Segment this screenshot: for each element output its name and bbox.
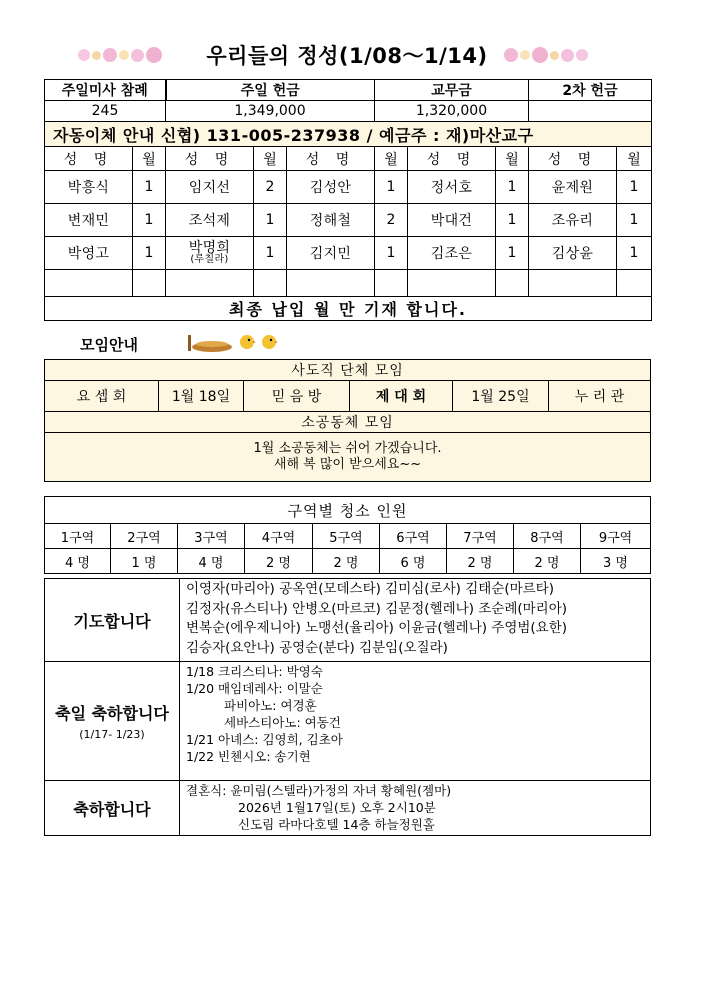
col-name: 성 명 [408,147,496,171]
empty-cell [617,270,652,297]
district-count: 2 명 [514,549,581,574]
district-count: 4 명 [45,549,111,574]
donor-month: 1 [375,237,408,270]
donor-month: 1 [496,171,529,204]
congrats-list [180,781,651,836]
district-count: 4 명 [178,549,245,574]
donor-month: 1 [496,204,529,237]
prayer-list [180,579,651,662]
prayer-line: 김정자(유스티나) 안병오(마르코) 김문정(헬레나) 조순례(마리아) [186,600,568,617]
donor-name: 박흥식 [45,171,133,204]
group-meeting-title: 사도직 단체 모임 [45,360,651,381]
feast-line: 1/20 매임데레사: 이말순 [186,681,323,696]
congrats-line: 2026년 1월17일(토) 오후 2시10분 [238,800,436,815]
flower-icon [532,47,548,63]
donor-name: 정서호 [408,171,496,204]
donor-month: 1 [254,204,287,237]
empty-cell [133,270,166,297]
empty-cell [45,270,133,297]
flower-icon [131,49,144,62]
donor-name: 조석제 [166,204,254,237]
header-mass-attendance: 주일미사 참례 [45,80,166,101]
flower-icon [561,49,574,62]
district-label: 9구역 [581,524,651,549]
col-month: 월 [133,147,166,171]
cleaning-table [44,496,651,574]
empty-cell [408,270,496,297]
value-sunday-offering: 1,349,000 [166,101,375,122]
small-community-line: 1월 소공동체는 쉬어 가겠습니다. [253,441,442,456]
notices-table [44,578,651,836]
congrats-label: 축하합니다 [45,781,180,836]
col-month: 월 [496,147,529,171]
donor-name: 김지민 [287,237,375,270]
district-label: 7구역 [447,524,514,549]
donor-name: 조유리 [529,204,617,237]
meeting-table [44,359,651,482]
col-name: 성 명 [45,147,133,171]
flower-icon [78,49,90,61]
feast-line: 1/18 크리스티나: 박영숙 [186,664,323,679]
district-label: 5구역 [313,524,380,549]
small-community-title: 소공동체 모임 [45,412,651,433]
feast-list [180,662,651,781]
flower-icon [119,50,129,60]
district-count: 2 명 [447,549,514,574]
bird-icon [238,333,256,351]
empty-cell [529,270,617,297]
meetings-label: 모임안내 [80,336,138,354]
col-name: 성 명 [529,147,617,171]
group-date: 1월 25일 [453,381,549,412]
bird-icon [260,333,278,351]
auto-transfer-info: 자동이체 안내 신협) 131-005-237938 / 예금주 : 재)마산교구 [45,122,652,147]
donor-name: 박명희 [188,240,231,256]
donor-name: 윤제원 [529,171,617,204]
district-label: 3구역 [178,524,245,549]
donor-name: 김조은 [408,237,496,270]
group-date: 1월 18일 [159,381,244,412]
value-second-collection [529,101,652,122]
col-month: 월 [375,147,408,171]
donor-month: 1 [133,171,166,204]
small-community-line: 새해 복 많이 받으세요~~ [273,457,422,472]
flower-icon [504,48,518,62]
donor-month: 1 [617,204,652,237]
donor-month: 1 [617,171,652,204]
bird-decoration [186,330,278,354]
nest-icon [186,331,234,353]
flower-icon [92,51,101,60]
feast-line: 파비아노: 여경훈 [224,698,317,713]
district-label: 1구역 [45,524,111,549]
donor-month: 1 [133,204,166,237]
donor-name: 정해철 [287,204,375,237]
flower-icon [576,49,588,61]
empty-cell [375,270,408,297]
group-name: 요 셉 회 [45,381,159,412]
prayer-line: 김승자(요안나) 공영순(분다) 김분임(오질라) [186,639,448,656]
empty-cell [166,270,254,297]
donor-month: 2 [254,171,287,204]
district-count: 2 명 [313,549,380,574]
col-name: 성 명 [166,147,254,171]
district-count: 6 명 [380,549,447,574]
donor-month: 1 [133,237,166,270]
col-month: 월 [254,147,287,171]
donor-month: 1 [617,237,652,270]
district-label: 8구역 [514,524,581,549]
flower-icon [146,47,162,63]
empty-cell [254,270,287,297]
offering-table [44,79,652,321]
header-sunday-offering: 주일 헌금 [166,80,375,101]
empty-cell [496,270,529,297]
district-count: 2 명 [245,549,313,574]
district-label: 4구역 [245,524,313,549]
group-name: 믿 음 방 [244,381,350,412]
final-note: 최종 납입 월 만 기재 합니다. [45,297,652,321]
donor-month: 1 [375,171,408,204]
feast-period: (1/17- 1/23) [79,728,145,741]
value-mass-attendance: 245 [45,101,166,122]
prayer-line: 이영자(마리아) 공옥연(모데스타) 김미심(로사) 김태순(마르타) [186,581,554,597]
donor-name: 김상윤 [529,237,617,270]
flower-icon [550,51,559,60]
donor-baptismal-name: (루칠라) [190,254,229,265]
feast-line: 1/21 아녜스: 김영희, 김초아 [186,732,343,747]
prayer-line: 변복순(에우제니아) 노맹선(율리아) 이윤금(헬레나) 주영범(요한) [186,620,568,636]
flower-icon [103,48,117,62]
district-label: 6구역 [380,524,447,549]
district-label: 2구역 [111,524,178,549]
district-count: 3 명 [581,549,651,574]
donor-month: 1 [254,237,287,270]
empty-cell [287,270,375,297]
feast-line: 세바스티아노: 여동건 [224,715,341,730]
donor-name: 변재민 [45,204,133,237]
value-church-dues: 1,320,000 [375,101,529,122]
donor-name-cell [166,237,254,270]
group-name: 제 대 회 [350,381,453,412]
congrats-line: 결혼식: 윤미림(스텔라)가정의 자녀 황혜원(젬마) [186,783,452,798]
feast-line: 1/22 빈첸시오: 송기현 [186,749,311,764]
district-count: 1 명 [111,549,178,574]
header-second-collection: 2차 헌금 [529,80,652,101]
cleaning-title: 구역별 청소 인원 [45,497,651,524]
col-name: 성 명 [287,147,375,171]
flower-decoration-left [78,38,162,72]
donor-name: 임지선 [166,171,254,204]
page-title: 우리들의 정성(1/08～1/14) [206,44,488,68]
header-church-dues: 교무금 [375,80,529,101]
donor-month: 2 [375,204,408,237]
small-community-message [45,433,651,482]
prayer-label: 기도합니다 [45,579,180,662]
flower-decoration-right [504,38,588,72]
flower-icon [520,50,530,60]
congrats-line: 신도림 라마다호텔 14층 하늘정원홀 [238,817,435,832]
donor-name: 김성안 [287,171,375,204]
donor-name: 박대건 [408,204,496,237]
col-month: 월 [617,147,652,171]
feast-label-cell [45,662,180,781]
donor-name: 박영고 [45,237,133,270]
donor-month: 1 [496,237,529,270]
title-bar [44,38,650,72]
feast-label: 축일 축하합니다 [55,704,169,723]
group-name: 누 리 관 [549,381,651,412]
